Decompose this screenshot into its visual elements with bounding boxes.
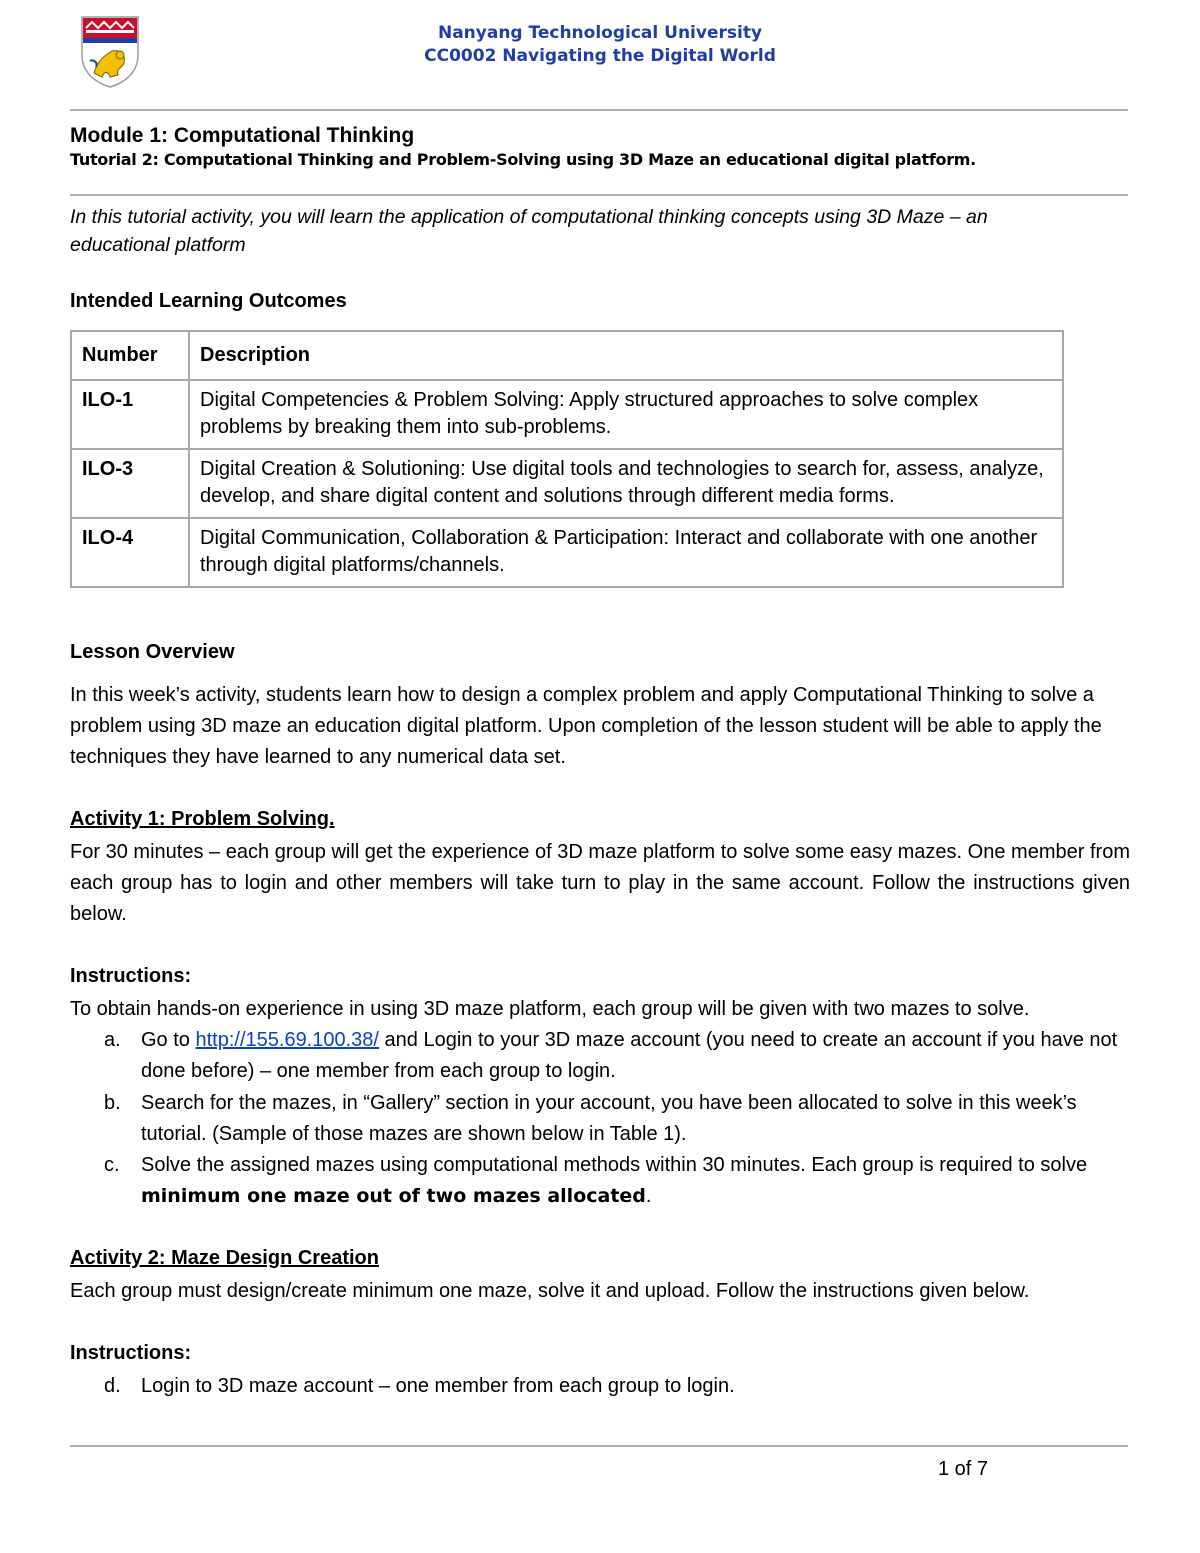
intro-text: In this tutorial activity, you will learn the application of computational thinking concepts using 3D Maze – an educational platform [70, 206, 988, 256]
header-divider [70, 109, 1128, 111]
list-item-text [141, 1025, 1134, 1087]
ilo-description: Digital Communication, Collaboration & Participation: Interact and collaborate with one another through digital platforms/channels. [189, 518, 1063, 587]
ilo-row [71, 380, 1063, 449]
ilo-col-description: Description [189, 331, 1063, 380]
list-item-text-end: . [645, 1185, 652, 1207]
title-divider [70, 194, 1128, 196]
list-item-text [141, 1150, 1134, 1212]
activity1-heading: Activity 1: Problem Solving. [70, 808, 335, 830]
list-item-label: a. [104, 1029, 121, 1051]
list-item-text-pre: Solve the assigned mazes using computational methods within 30 minutes. Each group is required to solve [141, 1154, 1088, 1176]
ilo-number: ILO-4 [71, 518, 189, 587]
ilo-row [71, 518, 1063, 587]
activity1-instructions-intro: To obtain hands-on experience in using 3D maze platform, each group will be given with two mazes to solve. [70, 998, 1030, 1020]
module-title: Module 1: Computational Thinking [70, 124, 415, 147]
header-university: Nanyang Technological University [437, 23, 763, 43]
ilo-table-header-row [71, 331, 1063, 380]
list-item-label: b. [104, 1092, 121, 1114]
list-item-bold: minimum one maze out of two mazes allocated [141, 1185, 646, 1207]
ilo-description: Digital Creation & Solutioning: Use digital tools and technologies to search for, assess, analyze, develop, and share digital content and solutions through different media forms. [189, 449, 1063, 518]
ilo-heading: Intended Learning Outcomes [70, 290, 347, 312]
page-number: 1 of 7 [937, 1458, 988, 1480]
list-item-label: c. [104, 1154, 120, 1176]
activity2-instructions-heading: Instructions: [70, 1342, 192, 1364]
footer-divider [70, 1445, 1128, 1447]
ilo-description: Digital Competencies & Problem Solving: Apply structured approaches to solve complex problems by breaking them into sub-problems. [189, 380, 1063, 449]
list-item [104, 1371, 1134, 1402]
list-item-text-pre: Go to [141, 1029, 196, 1051]
activity1-instructions-heading: Instructions: [70, 965, 192, 987]
list-item-text: Search for the mazes, in “Gallery” section in your account, you have been allocated to solve in this week’s tutorial. (Sample of those mazes are shown below in Table 1). [141, 1092, 1077, 1145]
activity2-text: Each group must design/create minimum one maze, solve it and upload. Follow the instructions given below. [70, 1280, 1030, 1302]
ilo-col-number: Number [71, 331, 189, 380]
overview-text: In this week’s activity, students learn how to design a complex problem and apply Computational Thinking to solve a problem using 3D maze an education digital platform. Upon completion of the lesson student will be able to apply the techniques they have learned to any numerical data set. [70, 684, 1102, 768]
ilo-number: ILO-3 [71, 449, 189, 518]
list-item [104, 1088, 1134, 1150]
ilo-table [70, 330, 1064, 588]
maze-server-link[interactable]: http://155.69.100.38/ [195, 1029, 379, 1051]
list-item-label: d. [104, 1375, 121, 1397]
tutorial-subtitle: Tutorial 2: Computational Thinking and Problem-Solving using 3D Maze an educational digital platform. [70, 150, 976, 169]
list-item-text: Login to 3D maze account – one member from each group to login. [141, 1375, 735, 1397]
list-item-text-post: and Login to your 3D maze account (you need to create an account if you have not done before) – one member from each group to login. [141, 1029, 1118, 1082]
list-item [104, 1150, 1134, 1212]
header-course: CC0002 Navigating the Digital World [424, 46, 776, 66]
ilo-number: ILO-1 [71, 380, 189, 449]
list-item [104, 1025, 1134, 1087]
activity2-heading: Activity 2: Maze Design Creation [70, 1247, 379, 1269]
ilo-row [71, 449, 1063, 518]
activity1-text: For 30 minutes – each group will get the experience of 3D maze platform to solve some easy mazes. One member from each group has to login and other members will take turn to play in the same account. Follow the instructions given below. [70, 841, 1130, 925]
overview-heading: Lesson Overview [70, 641, 235, 663]
